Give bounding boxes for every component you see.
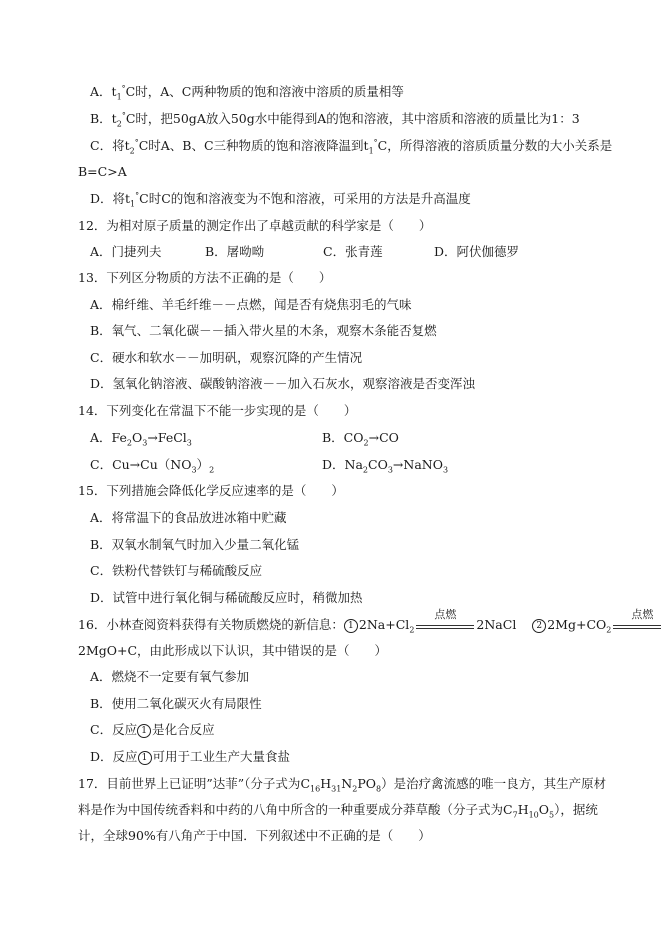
q15-option-d: D．试管中进行氧化铜与稀硫酸反应时，稍微加热 — [90, 590, 363, 605]
circle-number-1: 1 — [138, 751, 152, 765]
q12-option-d: D．阿伏伽德罗 — [434, 244, 520, 259]
q17-stem-line2: 料是作为中国传统香料和中药的八角中所含的一种重要成分莽草酸（分子式为$C_7H_{10}O_5$），据统 — [78, 802, 598, 820]
q11-option-c-cont: B=C>A — [78, 164, 127, 179]
q13-option-c: C．硬水和软水－－加明矾，观察沉降的产生情况 — [90, 350, 363, 365]
q14-option-a: A．$Fe_2O_3\to FeCl_3$ — [90, 430, 192, 448]
q11-option-a: A．$t_1^\circ C$时，A、C两种物质的饱和溶液中溶质的质量相等 — [90, 83, 404, 102]
q12-option-c: C．张青莲 — [323, 244, 383, 259]
circle-number-1: 1 — [344, 619, 358, 633]
q13-option-d: D．氢氧化钠溶液、碳酸钠溶液－－加入石灰水，观察溶液是否变浑浊 — [90, 376, 476, 391]
q17-stem-line3: 计，全球90%有八角产于中国．下列叙述中不正确的是（ ） — [78, 828, 431, 843]
q12-option-a: A．门捷列夫 — [90, 244, 162, 259]
q11-option-d: D．将$t_1^\circ C$时C的饱和溶液变为不饱和溶液，可采用的方法是升高温度 — [90, 190, 471, 209]
q14-stem: 14．下列变化在常温下不能一步实现的是（ ） — [78, 403, 357, 418]
q16-option-d: D．反应 1 可用于工业生产大量食盐 — [90, 749, 291, 764]
q16-option-b: B．使用二氧化碳灭火有局限性 — [90, 696, 262, 711]
q16-stem: 16．小林查阅资料获得有关物质燃烧的新信息： 1 $2Na+Cl_2$ 点燃 2NaCl 2 $2Mg+CO_2$ 点燃 — [78, 617, 661, 634]
q12-stem: 12．为相对原子质量的测定作出了卓越贡献的科学家是（ ） — [78, 218, 432, 233]
q11-option-c: C．将$t_2^\circ C$时A、B、C三种物质的饱和溶液降温到$t_1^\circ C$，所得溶液的溶质质量分数的大小关系是 — [90, 137, 613, 156]
reaction-condition: 点燃 — [613, 618, 661, 634]
q16-option-a: A．燃烧不一定要有氧气参加 — [90, 669, 250, 684]
q16-stem-cont: 2MgO+C，由此形成以下认识，其中错误的是（ ） — [78, 643, 388, 658]
q14-option-b: B．$CO_2\to CO$ — [322, 430, 399, 448]
q15-option-c: C．铁粉代替铁钉与稀硫酸反应 — [90, 563, 263, 578]
circle-number-1: 1 — [137, 724, 151, 738]
q15-option-a: A．将常温下的食品放进冰箱中贮藏 — [90, 510, 287, 525]
q14-option-d: D．$Na_2CO_3\to NaNO_3$ — [322, 457, 449, 475]
q11-option-b: B．$t_2^\circ C$时，把50gA放入50g水中能得到A的饱和溶液，其中溶质和溶液的质量比为1：3 — [90, 110, 580, 129]
q13-option-b: B．氧气、二氧化碳－－插入带火星的木条，观察木条能否复燃 — [90, 323, 437, 338]
q15-stem: 15．下列措施会降低化学反应速率的是（ ） — [78, 483, 344, 498]
reaction-condition: 点燃 — [416, 618, 474, 634]
q13-option-a: A．棉纤维、羊毛纤维－－点燃，闻是否有烧焦羽毛的气味 — [90, 297, 412, 312]
q14-option-c: C．$Cu\to Cu(NO_3)_2$ — [90, 457, 215, 475]
q16-option-c: C．反应 1 是化合反应 — [90, 722, 215, 737]
q13-stem: 13．下列区分物质的方法不正确的是（ ） — [78, 270, 332, 285]
q17-stem: 17．目前世界上已证明”达菲”（分子式为$C_{16}H_{31}N_2PO_8$）是治疗禽流感的唯一良方，其生产原材 — [78, 776, 607, 794]
q15-option-b: B．双氧水制氧气时加入少量二氧化锰 — [90, 537, 300, 552]
circle-number-2: 2 — [532, 619, 546, 633]
q12-option-b: B．屠呦呦 — [205, 244, 265, 259]
